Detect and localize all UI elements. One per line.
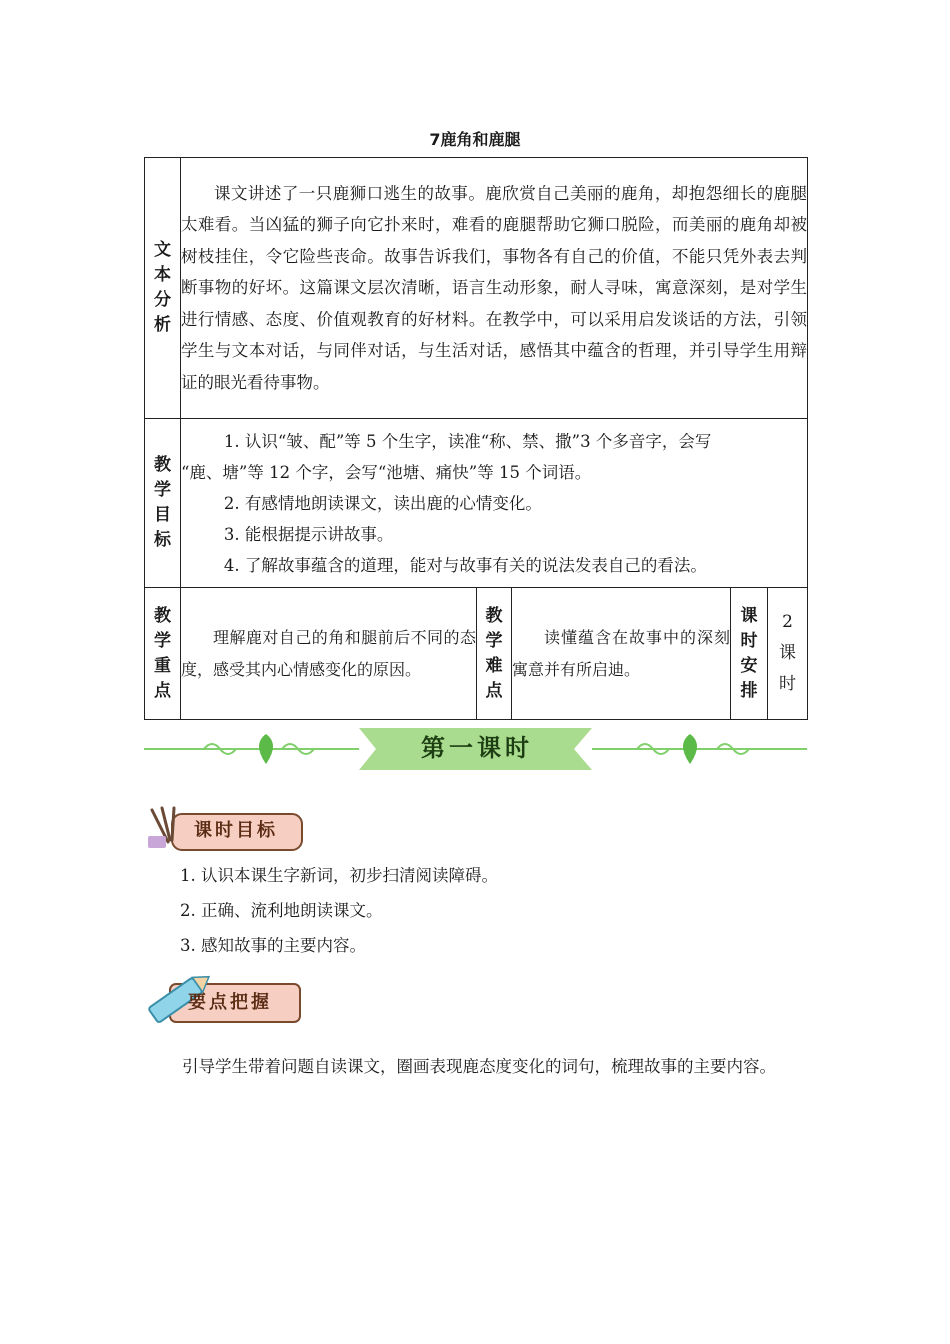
key-points-text: 理解鹿对自己的角和腿前后不同的态度，感受其内心情感变化的原因。 [181,588,477,720]
badge-label: 课时目标 [194,820,278,841]
key-points-header: 教 学 重 点 [145,588,181,720]
objectives-header: 教 学 目 标 [145,419,181,588]
analysis-header: 文 本 分 析 [145,158,181,419]
analysis-text: 课文讲述了一只鹿狮口逃生的故事。鹿欣赏自己美丽的鹿角，却抱怨细长的鹿腿太难看。当凶猛的狮子向它扑来时，难看的鹿腿帮助它狮口脱险，而美丽的鹿角却被树枝挂住，令它险些丧命。故事告诉我们，事物各有自己的价值，不能只凭外表去判断事物的好坏。这篇课文层次清晰，语言生动形象，耐人寻味，寓意深刻，是对学生进行情感、态度、价值观教育的好材料。在教学中，可以采用启发谈话的方法，引领学生与文本对话，与同伴对话，与生活对话，感悟其中蕴含的哲理，并引导学生用辩证的眼光看待事物。 [181,158,808,419]
objective-item: 3. 能根据提示讲故事。 [223,524,394,544]
lesson-banner [144,724,807,774]
section-badge-objectives [144,806,304,854]
schedule-header: 课 时 安 排 [731,588,768,720]
section-badge-keypoints [144,970,304,1026]
schedule-value: 2 课 时 [768,588,808,720]
objectives-row [145,419,808,588]
analysis-row [145,158,808,419]
keypoints-paragraph: 引导学生带着问题自读课文，圈画表现鹿态度变化的词句，梳理故事的主要内容。 [181,1057,776,1076]
list-item: 1. 认识本课生字新词，初步扫清阅读障碍。 [180,866,498,885]
list-item: 3. 感知故事的主要内容。 [180,936,366,955]
objective-item: 2. 有感情地朗读课文，读出鹿的心情变化。 [223,493,542,513]
key-row [145,588,808,720]
difficult-points-text: 读懂蕴含在故事中的深刻寓意并有所启迪。 [512,588,731,720]
objectives-list [181,419,808,588]
badge-label: 要点把握 [188,992,272,1013]
page-title: 7鹿角和鹿腿 [429,130,521,149]
lesson-plan-table [144,157,808,720]
objective-item: 4. 了解故事蕴含的道理，能对与故事有关的说法发表自己的看法。 [223,555,707,575]
difficult-points-header: 教 学 难 点 [477,588,512,720]
banner-label: 第一课时 [421,734,533,762]
objectives-section-list [180,858,498,963]
list-item: 2. 正确、流利地朗读课文。 [180,901,383,920]
objective-item: “鹿、塘”等 12 个字，会写“池塘、痛快”等 15 个词语。 [181,462,592,482]
objective-item: 1. 认识“皱、配”等 5 个生字，读准“称、禁、撒”3 个多音字，会写 [223,431,712,451]
